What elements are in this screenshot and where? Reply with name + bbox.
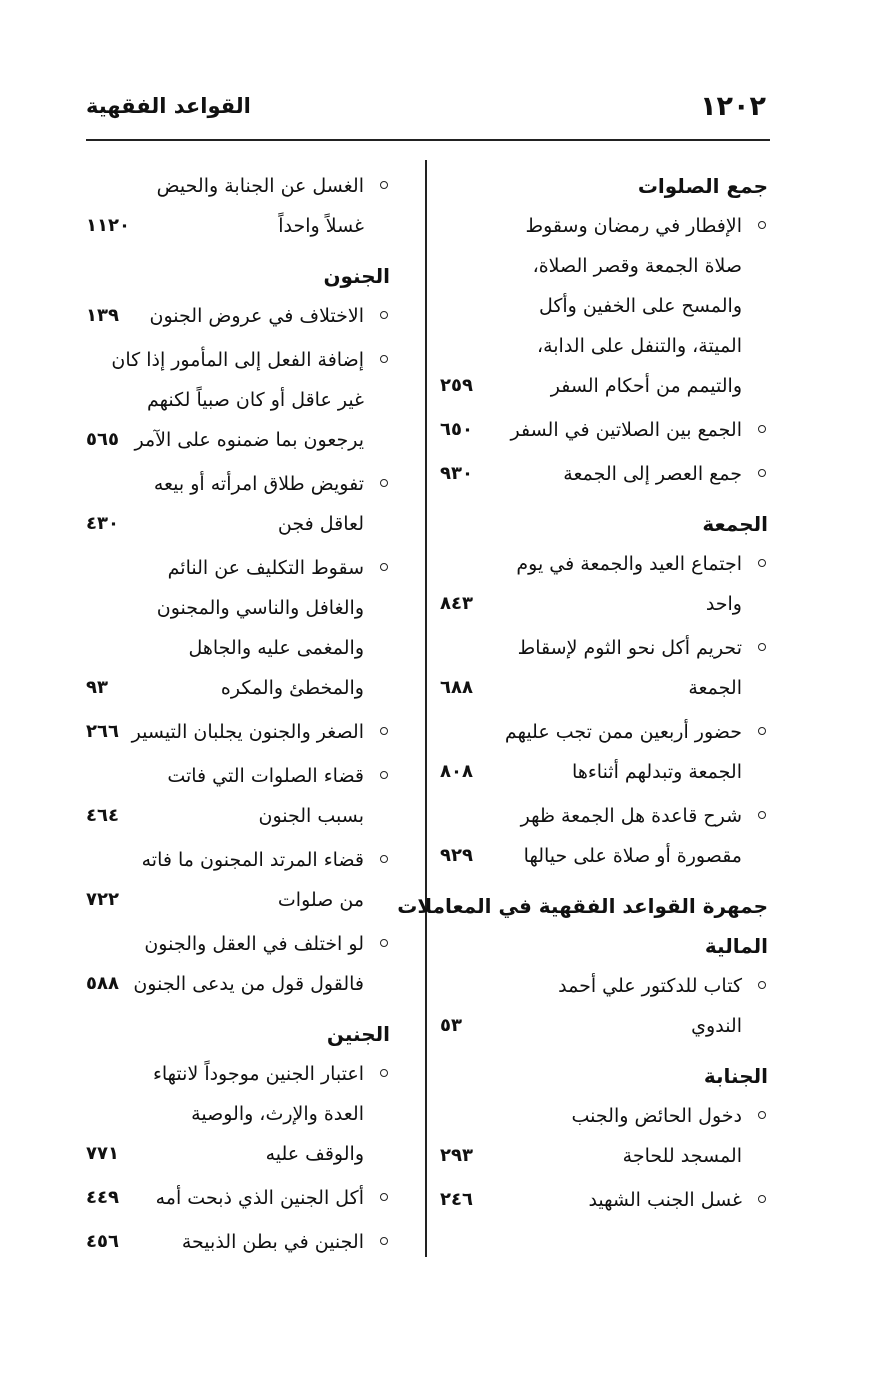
entry-text: من صلوات xyxy=(277,889,364,911)
page-reference: ٩٣ xyxy=(86,677,108,698)
entry-line xyxy=(86,1054,364,1094)
entry-text: الجمع بين الصلاتين في السفر xyxy=(510,419,742,441)
page-reference: ٨٠٨ xyxy=(440,761,473,782)
entry-text: غسلاً واحداً xyxy=(278,215,364,237)
index-column-right xyxy=(397,166,768,1224)
entry-line xyxy=(440,366,742,406)
entry-text: الميتة، والتنفل على الدابة، xyxy=(536,335,742,357)
entry-text: والمغمى عليه والجاهل xyxy=(188,637,364,659)
index-entry xyxy=(440,410,768,450)
circle-bullet-icon xyxy=(380,939,388,947)
entry-line xyxy=(440,966,742,1006)
entry-text: إضافة الفعل إلى المأمور إذا كان xyxy=(111,349,364,371)
entry-text: تفويض طلاق امرأته أو بيعه xyxy=(153,473,364,495)
entry-text: واحد xyxy=(705,593,742,615)
entry-text: والتيمم من أحكام السفر xyxy=(550,375,742,397)
entry-line xyxy=(440,1096,742,1136)
entry-line xyxy=(440,712,742,752)
circle-bullet-icon xyxy=(380,855,388,863)
page-reference: ٢٥٩ xyxy=(440,375,473,396)
circle-bullet-icon xyxy=(380,1237,388,1245)
entry-text: غسل الجنب الشهيد xyxy=(588,1189,742,1211)
book-title: القواعد الفقهية xyxy=(86,94,251,118)
entry-line xyxy=(440,836,742,876)
entry-text: مقصورة أو صلاة على حيالها xyxy=(523,845,742,867)
entry-line xyxy=(440,1136,742,1176)
entry-text: اجتماع العيد والجمعة في يوم xyxy=(516,553,742,575)
circle-bullet-icon xyxy=(380,771,388,779)
index-entry xyxy=(86,166,390,246)
entry-line xyxy=(86,464,364,504)
entry-text: كتاب للدكتور علي أحمد xyxy=(558,975,742,997)
entry-line xyxy=(440,1006,742,1046)
circle-bullet-icon xyxy=(380,479,388,487)
index-column-left xyxy=(86,166,390,1266)
index-entry xyxy=(86,340,390,460)
circle-bullet-icon xyxy=(758,221,766,229)
entry-text: شرح قاعدة هل الجمعة ظهر xyxy=(520,805,742,827)
index-entry xyxy=(86,1054,390,1174)
page-reference: ١٣٩ xyxy=(86,305,119,326)
page-header xyxy=(86,86,766,126)
entry-line xyxy=(440,410,742,450)
section-heading: المالية xyxy=(704,934,768,958)
circle-bullet-icon xyxy=(380,355,388,363)
page-reference: ٧٢٢ xyxy=(86,889,119,910)
entry-line xyxy=(86,668,364,708)
entry-line xyxy=(86,548,364,588)
circle-bullet-icon xyxy=(758,643,766,651)
entry-line xyxy=(440,628,742,668)
entry-line xyxy=(86,340,364,380)
circle-bullet-icon xyxy=(380,1193,388,1201)
circle-bullet-icon xyxy=(758,981,766,989)
page-reference: ٦٥٠ xyxy=(440,419,473,440)
entry-text: سقوط التكليف عن النائم xyxy=(167,557,364,579)
page-reference: ١١٢٠ xyxy=(86,215,130,236)
entry-text: قضاء الصلوات التي فاتت xyxy=(167,765,364,787)
entry-text: الإفطار في رمضان وسقوط xyxy=(525,215,742,237)
entry-text: جمع العصر إلى الجمعة xyxy=(563,463,742,485)
entry-line xyxy=(440,668,742,708)
entry-text: اعتبار الجنين موجوداً لانتهاء xyxy=(152,1063,364,1085)
page-reference: ٢٩٣ xyxy=(440,1145,473,1166)
page-reference: ٤٤٩ xyxy=(86,1187,119,1208)
entry-text: أكل الجنين الذي ذبحت أمه xyxy=(155,1187,364,1209)
entry-text: والغافل والناسي والمجنون xyxy=(156,597,364,619)
entry-text: فالقول قول من يدعى الجنون xyxy=(133,973,364,995)
index-entry xyxy=(86,464,390,544)
entry-line xyxy=(440,246,742,286)
page-reference: ٢٦٦ xyxy=(86,721,119,742)
entry-line xyxy=(440,326,742,366)
entry-text: والمسح على الخفين وأكل xyxy=(538,295,742,317)
index-entry xyxy=(86,756,390,836)
page-reference: ٥٦٥ xyxy=(86,429,119,450)
entry-text: قضاء المرتد المجنون ما فاته xyxy=(141,849,364,871)
entry-line xyxy=(86,840,364,880)
entry-text: العدة والإرث، والوصية xyxy=(191,1103,364,1125)
entry-text: والوقف عليه xyxy=(265,1143,364,1165)
entry-line xyxy=(86,1178,364,1218)
index-entry xyxy=(86,924,390,1004)
circle-bullet-icon xyxy=(380,181,388,189)
page-reference: ٤٣٠ xyxy=(86,513,119,534)
circle-bullet-icon xyxy=(380,563,388,571)
entry-line xyxy=(440,584,742,624)
page-reference: ٥٣ xyxy=(440,1015,462,1036)
index-entry xyxy=(440,1096,768,1176)
circle-bullet-icon xyxy=(758,727,766,735)
entry-text: الجنين في بطن الذبيحة xyxy=(181,1231,364,1253)
index-entry xyxy=(440,966,768,1046)
index-entry xyxy=(440,544,768,624)
entry-line xyxy=(86,964,364,1004)
index-entry xyxy=(440,206,768,406)
section-heading: الجنون xyxy=(323,264,390,288)
entry-text: والمخطئ والمكره xyxy=(220,677,364,699)
entry-line xyxy=(86,628,364,668)
entry-line xyxy=(440,1180,742,1220)
entry-line xyxy=(86,1094,364,1134)
entry-text: الصغر والجنون يجلبان التيسير xyxy=(131,721,364,743)
entry-line xyxy=(86,796,364,836)
circle-bullet-icon xyxy=(380,311,388,319)
entry-text: غير عاقل أو كان صبياً لكنهم xyxy=(147,389,364,411)
entry-line xyxy=(440,796,742,836)
section-heading: الجنابة xyxy=(703,1064,768,1088)
entry-line xyxy=(86,880,364,920)
index-entry xyxy=(86,712,390,752)
circle-bullet-icon xyxy=(758,559,766,567)
page-reference: ٧٧١ xyxy=(86,1143,119,1164)
entry-line xyxy=(440,286,742,326)
circle-bullet-icon xyxy=(758,1111,766,1119)
entry-text: الجمعة وتبدلهم أثناءها xyxy=(572,761,742,783)
entry-text: تحريم أكل نحو الثوم لإسقاط xyxy=(517,637,742,659)
entry-line xyxy=(440,206,742,246)
entry-line xyxy=(86,206,364,246)
entry-line xyxy=(86,712,364,752)
entry-text: الندوي xyxy=(691,1015,742,1037)
entry-line xyxy=(440,752,742,792)
entry-text: المسجد للحاجة xyxy=(622,1145,742,1167)
entry-line xyxy=(86,380,364,420)
entry-text: لو اختلف في العقل والجنون xyxy=(144,933,364,955)
entry-line xyxy=(86,924,364,964)
page-reference: ٦٨٨ xyxy=(440,677,473,698)
index-entry xyxy=(86,1222,390,1262)
section-heading: الجنين xyxy=(326,1022,390,1046)
index-entry xyxy=(86,1178,390,1218)
page-reference: ٨٤٣ xyxy=(440,593,473,614)
page-reference: ٩٢٩ xyxy=(440,845,473,866)
page-reference: ٩٣٠ xyxy=(440,463,473,484)
circle-bullet-icon xyxy=(380,727,388,735)
header-rule xyxy=(86,139,770,141)
page-number: ١٢٠٢ xyxy=(700,90,766,122)
index-entry xyxy=(440,712,768,792)
entry-text: الاختلاف في عروض الجنون xyxy=(149,305,364,327)
entry-line xyxy=(440,454,742,494)
entry-line xyxy=(86,166,364,206)
entry-text: بسبب الجنون xyxy=(258,805,364,827)
index-entry xyxy=(86,296,390,336)
entry-line xyxy=(86,588,364,628)
index-entry xyxy=(440,1180,768,1220)
page-reference: ٤٦٤ xyxy=(86,805,119,826)
page-reference: ٥٨٨ xyxy=(86,973,119,994)
page-reference: ٤٥٦ xyxy=(86,1231,119,1252)
index-entry xyxy=(86,548,390,708)
circle-bullet-icon xyxy=(758,425,766,433)
entry-text: يرجعون بما ضمنوه على الآمر xyxy=(134,429,364,451)
entry-line xyxy=(86,420,364,460)
section-heading: الجمعة xyxy=(702,512,768,536)
index-entry xyxy=(440,628,768,708)
entry-text: الغسل عن الجنابة والحيض xyxy=(156,175,364,197)
entry-text: حضور أربعين ممن تجب عليهم xyxy=(504,721,742,743)
circle-bullet-icon xyxy=(758,469,766,477)
index-entry xyxy=(440,796,768,876)
entry-text: صلاة الجمعة وقصر الصلاة، xyxy=(532,255,742,277)
entry-line xyxy=(86,504,364,544)
column-divider xyxy=(425,160,427,1257)
page-reference: ٢٤٦ xyxy=(440,1189,473,1210)
entry-text: دخول الحائض والجنب xyxy=(571,1105,742,1127)
entry-text: الجمعة xyxy=(688,677,742,699)
entry-line xyxy=(86,1134,364,1174)
section-heading: جمع الصلوات xyxy=(637,174,768,198)
entry-text: لعاقل فجن xyxy=(277,513,364,535)
circle-bullet-icon xyxy=(758,1195,766,1203)
circle-bullet-icon xyxy=(758,811,766,819)
circle-bullet-icon xyxy=(380,1069,388,1077)
index-entry xyxy=(86,840,390,920)
entry-line xyxy=(86,296,364,336)
section-heading: جمهرة القواعد الفقهية في المعاملات xyxy=(397,894,768,918)
entry-line xyxy=(86,756,364,796)
index-entry xyxy=(440,454,768,494)
entry-line xyxy=(440,544,742,584)
entry-line xyxy=(86,1222,364,1262)
